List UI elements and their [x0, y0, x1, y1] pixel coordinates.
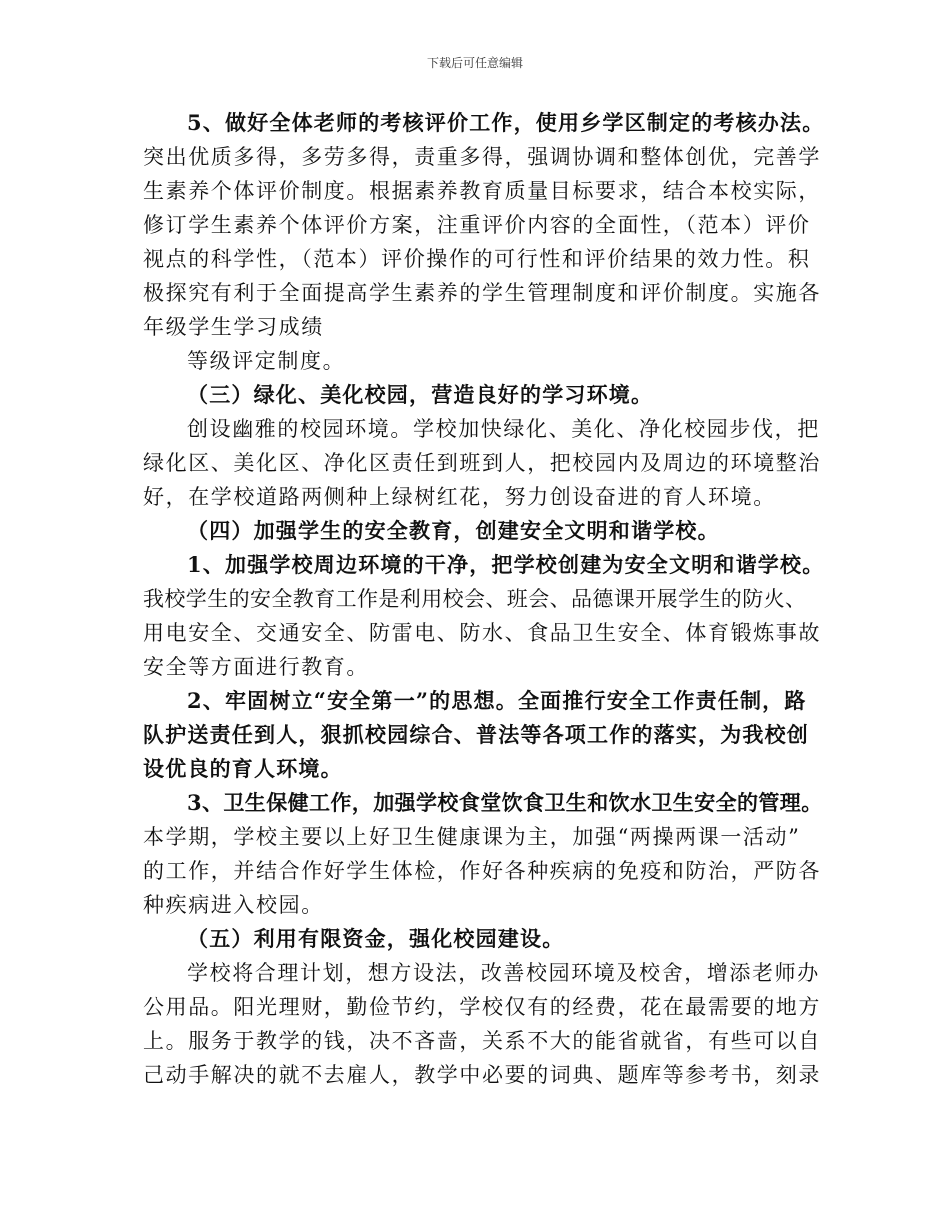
heading-line: 2、牢固树立“安全第一”的思想。全面推行安全工作责任制，路: [187, 688, 807, 713]
paragraph-line: 公用品。阳光理财，勤俭节约，学校仅有的经费，花在最需要的地方: [143, 995, 821, 1019]
paragraph-line: 己动手解决的就不去雇人，教学中必要的词典、题库等参考书，刻录: [143, 1063, 821, 1087]
paragraph-line: 极探究有利于全面提高学生素养的学生管理制度和评价制度。实施各: [143, 281, 821, 305]
paragraph-line: 视点的科学性，（范本）评价操作的可行性和评价结果的效力性。积: [143, 247, 811, 271]
heading-line: 队护送责任到人，狠抓校园综合、普法等各项工作的落实，为我校创: [143, 722, 809, 747]
paragraph-line: 我校学生的安全教育工作是利用校会、班会、品德课开展学生的防火、: [143, 587, 807, 611]
paragraph-line: 生素养个体评价制度。根据素养教育质量目标要求，结合本校实际，: [143, 179, 821, 203]
paragraph-line: 用电安全、交通安全、防雷电、防水、食品卫生安全、体育锻炼事故: [143, 621, 821, 645]
paragraph-line: 突出优质多得，多劳多得，责重多得，强调协调和整体创优，完善学: [143, 145, 821, 169]
heading-line: 5、做好全体老师的考核评价工作，使用乡学区制定的考核办法。: [187, 110, 825, 135]
heading-line: （五）利用有限资金，强化校园建设。: [187, 926, 565, 951]
paragraph-line: 本学期，学校主要以上好卫生健康课为主，加强“两操两课一活动”: [143, 825, 801, 849]
paragraph-line: 年级学生学习成绩: [143, 315, 324, 339]
heading-line: 3、卫生保健工作，加强学校食堂饮食卫生和饮水卫生安全的管理。: [187, 790, 823, 815]
document-body: [143, 106, 825, 1092]
paragraph-line: 绿化区、美化区、净化区责任到班到人，把校园内及周边的环境整治: [143, 451, 821, 475]
paragraph-line: 等级评定制度。: [187, 349, 346, 373]
heading-line: 1、加强学校周边环境的干净，把学校创建为安全文明和谐学校。: [187, 552, 825, 577]
paragraph-line: 修订学生素养个体评价方案，注重评价内容的全面性，（范本）评价: [143, 213, 811, 237]
paragraph-line: 上。服务于教学的钱，决不吝啬，关系不大的能省就省，有些可以自: [143, 1029, 821, 1053]
paragraph-line: 的工作，并结合作好学生体检，作好各种疾病的免疫和防治，严防各: [143, 859, 821, 883]
paragraph-line: 学校将合理计划，想方设法，改善校园环境及校舍，增添老师办: [187, 961, 820, 985]
heading-line: （四）加强学生的安全教育，创建安全文明和谐学校。: [187, 518, 720, 543]
heading-line: 设优良的育人环境。: [143, 756, 343, 781]
heading-line: （三）绿化、美化校园，营造良好的学习环境。: [187, 382, 654, 407]
paragraph-line: 安全等方面进行教育。: [143, 655, 369, 679]
header-note: 下载后可任意编辑: [426, 56, 523, 70]
paragraph-line: 种疾病进入校园。: [143, 893, 324, 917]
paragraph-line: 创设幽雅的校园环境。学校加快绿化、美化、净化校园步伐，把: [187, 417, 820, 441]
paragraph-line: 好，在学校道路两侧种上绿树红花，努力创设奋进的育人环境。: [143, 485, 776, 509]
